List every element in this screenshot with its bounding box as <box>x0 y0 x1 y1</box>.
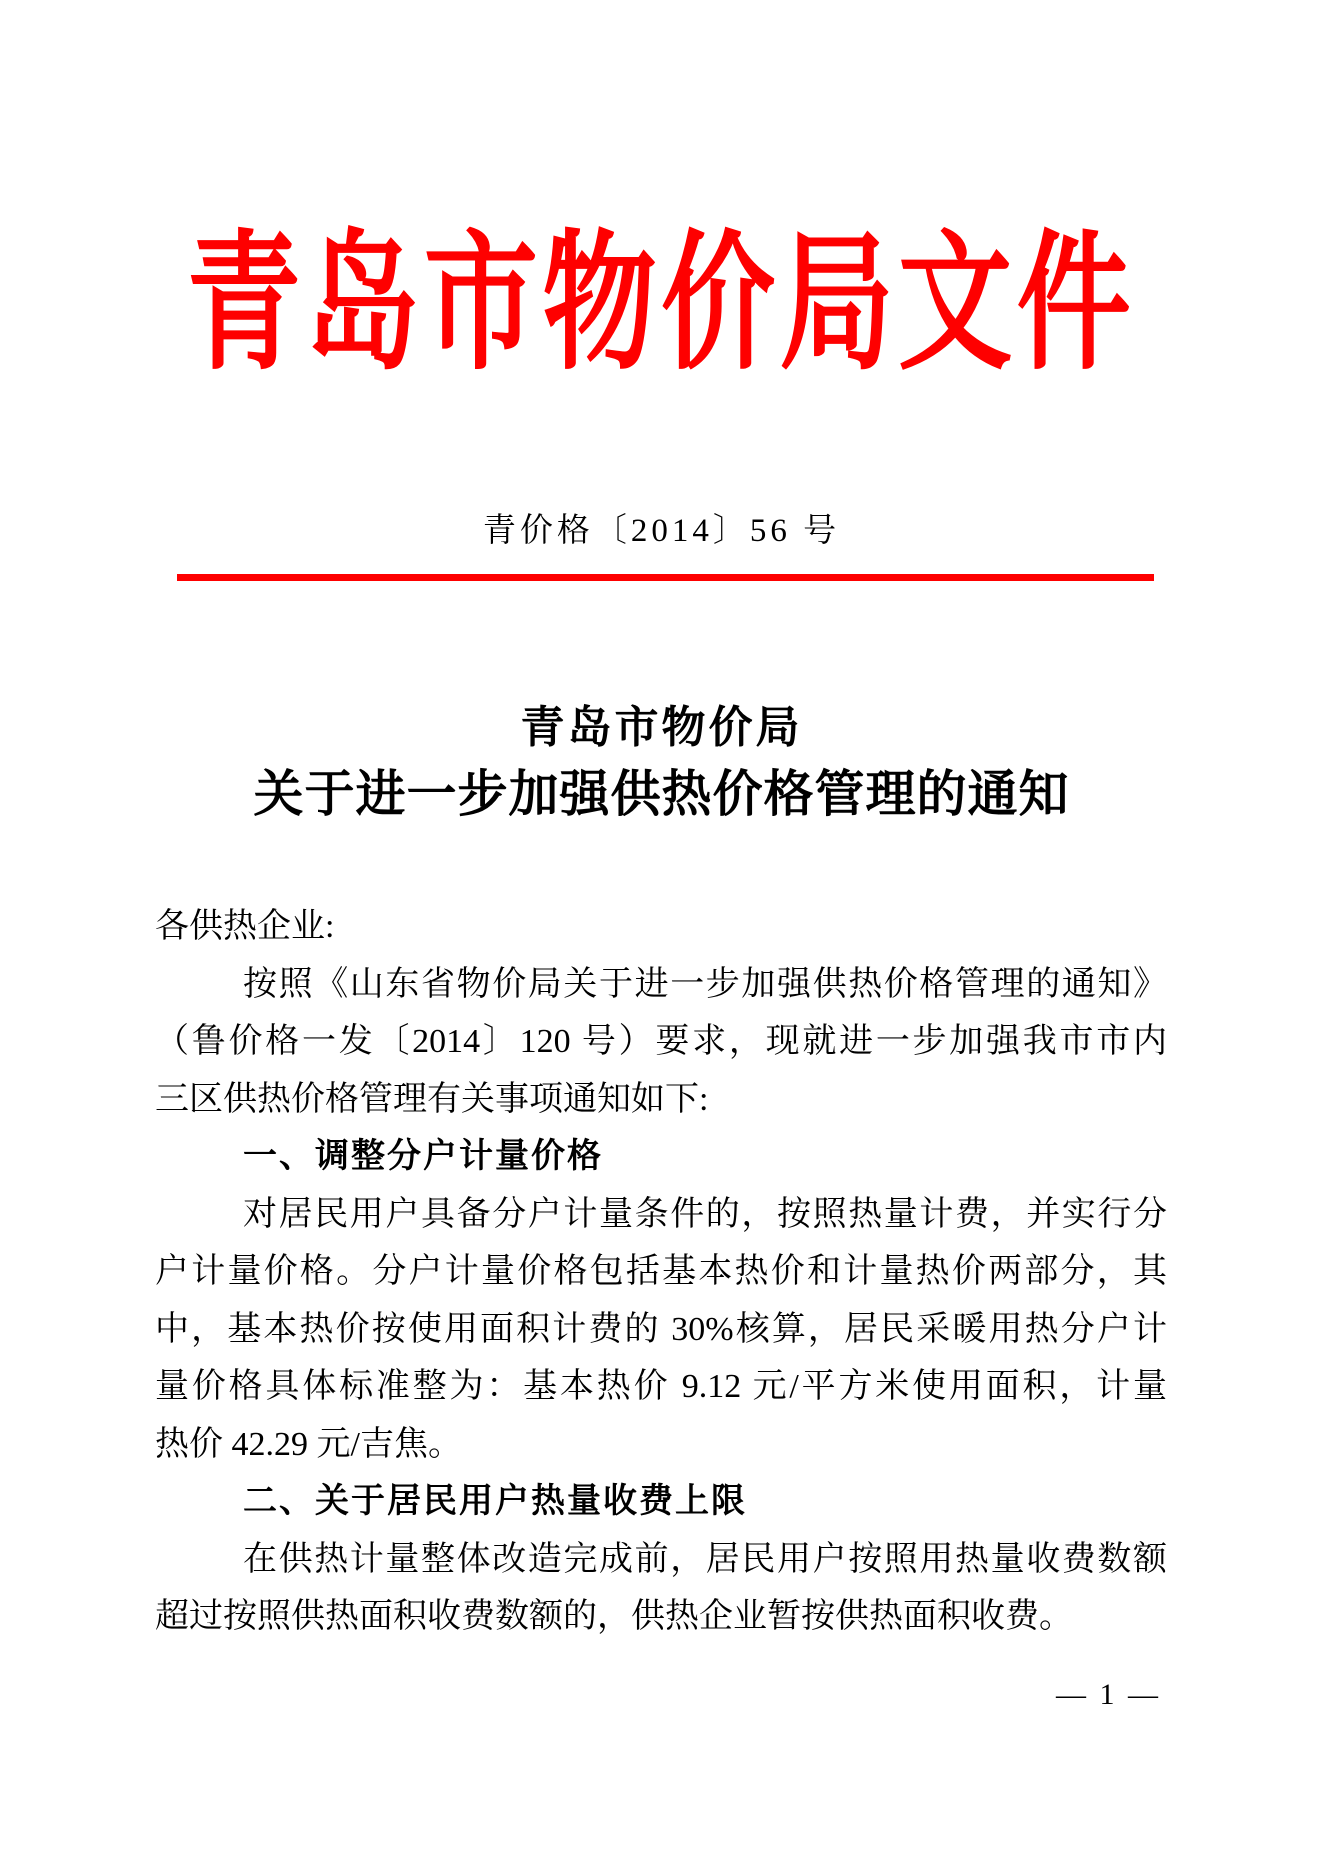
body-line: 三区供热价格管理有关事项通知如下: <box>155 1080 709 1118</box>
body-text <box>155 898 1167 1646</box>
body-line: 热价 42.29 元/吉焦。 <box>155 1425 462 1463</box>
document-title-line2: 关于进一步加强供热价格管理的通知 <box>253 766 1070 822</box>
body-line: 各供热企业: <box>155 908 335 945</box>
body-line: 户计量价格。分户计量价格包括基本热价和计量热价两部分，其 <box>155 1253 1167 1290</box>
body-line: （鲁价格一发〔2014〕120 号）要求，现就进一步加强我市市内 <box>155 1023 1167 1060</box>
section-heading: 一、调整分户计量价格 <box>243 1137 603 1175</box>
document-title <box>0 698 1323 830</box>
agency-header-title: 青岛市物价局文件 <box>187 222 1136 388</box>
body-line: 按照《山东省物价局关于进一步加强供热价格管理的通知》 <box>243 965 1167 1003</box>
body-line: 超过按照供热面积收费数额的，供热企业暂按供热面积收费。 <box>155 1598 1073 1635</box>
page-number: — 1 — <box>1056 1678 1161 1711</box>
body-line: 中，基本热价按使用面积计费的 30%核算，居民采暖用热分户计 <box>155 1310 1167 1348</box>
body-line: 对居民用户具备分户计量条件的，按照热量计费，并实行分 <box>243 1195 1167 1233</box>
body-line: 量价格具体标准整为：基本热价 9.12 元/平方米使用面积，计量 <box>155 1368 1167 1405</box>
red-divider-rule <box>177 574 1154 581</box>
body-line: 在供热计量整体改造完成前，居民用户按照用热量收费数额 <box>243 1540 1167 1578</box>
document-number: 青价格〔2014〕56 号 <box>482 513 841 549</box>
agency-red-header <box>0 218 1323 393</box>
document-title-line1: 青岛市物价局 <box>520 703 803 752</box>
section-heading: 二、关于居民用户热量收费上限 <box>243 1482 747 1520</box>
